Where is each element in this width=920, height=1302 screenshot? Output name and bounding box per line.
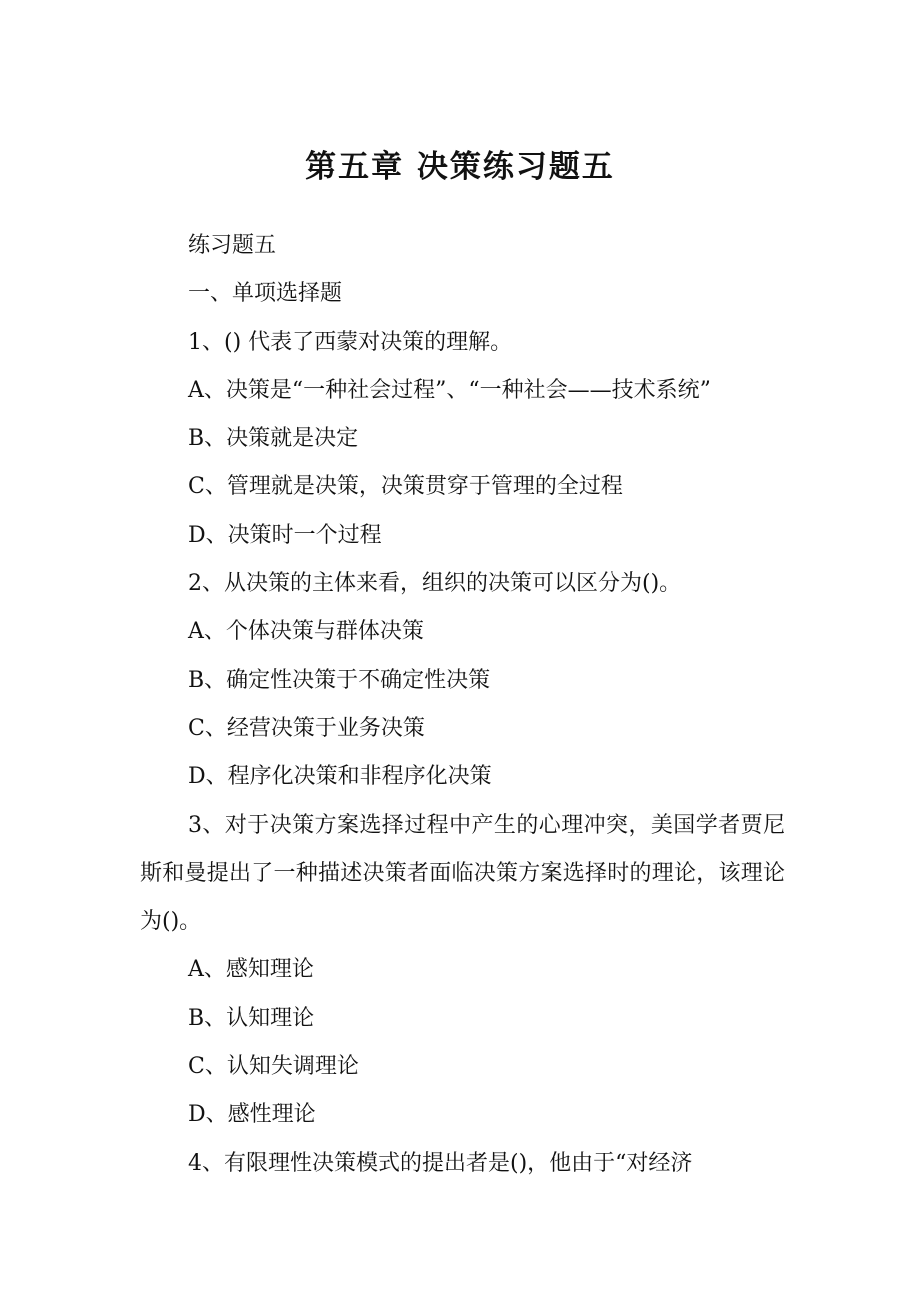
section-heading: 练习题五 (188, 233, 277, 258)
question-1-option-c: C、管理就是决策，决策贯穿于管理的全过程 (188, 474, 623, 500)
question-1-option-b: B、决策就是决定 (188, 426, 359, 452)
question-3: 3、对于决策方案选择过程中产生的心理冲突，美国学者贾尼斯和曼提出了一种描述决策者面临决策方案选择时的理论，该理论为()。 (140, 812, 785, 935)
document-title: 第五章 决策练习题五 (305, 149, 615, 185)
question-1: 1、() 代表了西蒙对决策的理解。 (188, 329, 513, 355)
question-3-option-c: C、认知失调理论 (188, 1054, 359, 1080)
question-3-option-a: A、感知理论 (188, 957, 314, 983)
question-type-heading: 一、单项选择题 (188, 281, 343, 307)
question-3-option-b: B、认知理论 (188, 1005, 315, 1031)
question-3-option-d: D、感性理论 (188, 1102, 316, 1128)
question-1-option-a: A、决策是“一种社会过程”、“一种社会——技术系统” (188, 377, 711, 403)
question-2: 2、从决策的主体来看，组织的决策可以区分为()。 (188, 571, 682, 597)
document-body (140, 222, 785, 1188)
question-1-option-d: D、决策时一个过程 (188, 522, 382, 548)
question-2-option-b: B、确定性决策于不确定性决策 (188, 667, 491, 693)
question-2-option-a: A、个体决策与群体决策 (188, 619, 424, 645)
question-2-option-d: D、程序化决策和非程序化决策 (188, 764, 492, 790)
question-2-option-c: C、经营决策于业务决策 (188, 715, 425, 741)
question-4: 4、有限理性决策模式的提出者是()，他由于“对经济 (188, 1150, 693, 1176)
